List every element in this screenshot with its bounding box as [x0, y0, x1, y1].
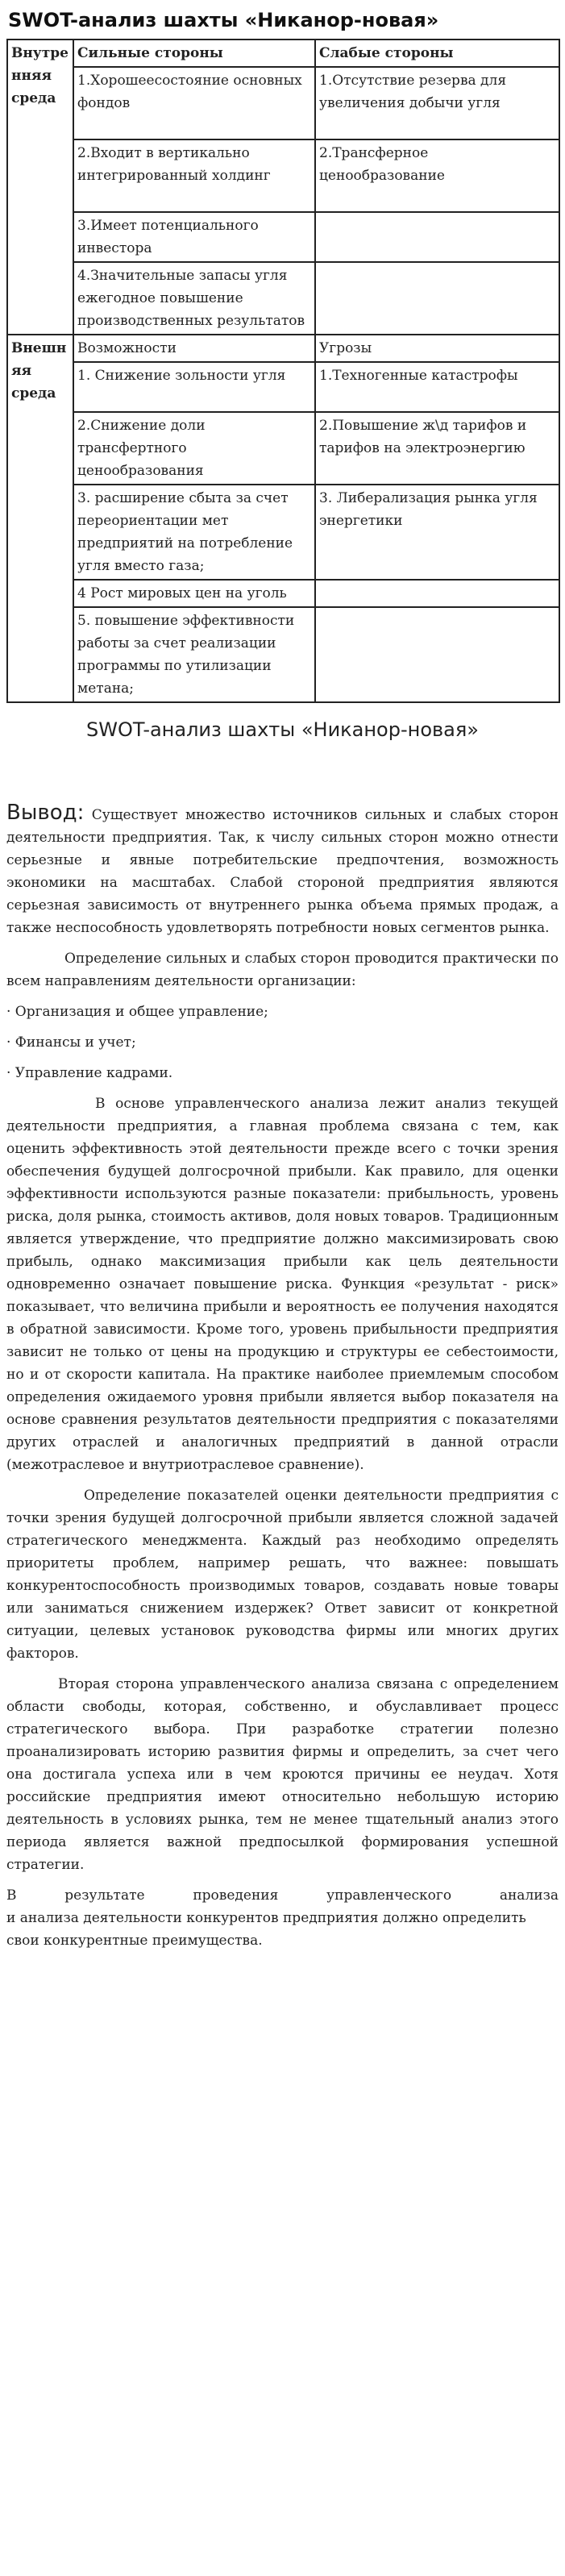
list-item: · Управление кадрами. — [6, 1065, 173, 1081]
strength-cell: 2.Входит в вертикально интегрированный холдинг — [73, 139, 315, 212]
strength-cell: 3.Имеет потенциального инвестора — [73, 212, 315, 262]
opportunity-cell: 2.Снижение доли трансфертного ценообразования — [73, 412, 315, 485]
weakness-cell — [315, 262, 559, 335]
conclusion-lead: Вывод: — [6, 801, 85, 825]
opportunity-cell: 5. повышение эффективности работы за счет реализации программы по утилизации метана; — [73, 607, 315, 702]
page-title: SWOT-анализ шахты «Никанор-новая» — [8, 9, 439, 31]
weakness-cell: 2.Трансферное ценообразование — [315, 139, 559, 212]
final-word: В — [6, 1887, 17, 1904]
opportunities-header: Возможности — [73, 335, 315, 362]
final-word: управленческого — [326, 1887, 452, 1904]
threats-header: Угрозы — [315, 335, 559, 362]
final-first-line — [6, 1884, 559, 1907]
threat-cell: 2.Повышение ж\д тарифов и тарифов на электроэнергию — [315, 412, 559, 485]
weaknesses-header: Слабые стороны — [315, 40, 559, 67]
inner-env-label: Внутренняя среда — [7, 40, 73, 335]
threat-cell: 1.Техногенные катастрофы — [315, 362, 559, 412]
opportunity-cell: 4 Рост мировых цен на уголь — [73, 580, 315, 607]
final-rest: и анализа деятельности конкурентов предприятия должно определить свои конкурентные преимущества. — [6, 1910, 526, 1949]
weakness-cell: 1.Отсутствие резерва для увеличения добычи угля — [315, 67, 559, 139]
threat-cell — [315, 580, 559, 607]
swot-table — [6, 39, 560, 703]
table-caption: SWOT-анализ шахты «Никанор-новая» — [86, 718, 479, 741]
conclusion-paragraph — [6, 801, 559, 939]
opportunity-cell: 3. расширение сбыта за счет переориентации мет предприятий на потребление угля вместо газа; — [73, 485, 315, 580]
threat-cell — [315, 607, 559, 702]
document-body — [6, 801, 559, 1952]
indicators-paragraph: Определение показателей оценки деятельности предприятия с точки зрения будущей долгосрочной прибыли является сложной задачей стратегического менеджмента. Каждый раз необходимо определять приоритеты проблем, например решать, что важнее: повышать конкурентоспособность производимых товаров, создавать новые товары или заниматься снижением издержек? Ответ зависит от конкретной ситуации, целевых установок руководства фирмы или многих других факторов. — [6, 1488, 559, 1662]
threat-cell: 3. Либерализация рынка угля энергетики — [315, 485, 559, 580]
strength-cell: 4.Значительные запасы угля ежегодное повышение производственных результатов — [73, 262, 315, 335]
strength-cell: 1.Хорошеесостояние основных фондов — [73, 67, 315, 139]
outer-env-label: Внешняя среда — [7, 335, 73, 702]
opportunity-cell: 1. Снижение зольности угля — [73, 362, 315, 412]
final-paragraph — [6, 1884, 559, 1952]
analysis-paragraph: В основе управленческого анализа лежит анализ текущей деятельности предприятия, а главная проблема связана с тем, как оценить эффективность этой деятельности прежде всего с точки зрения обеспечения будущей долгосрочной прибыли. Как правило, для оценки эффективности используются разные показатели: прибыльность, уровень риска, доля рынка, стоимость активов, доля новых товаров. Традиционным является утверждение, что предприятие должно максимизировать свою прибыль, однако максимизация прибыли как цель деятельности одновременно означает повышение риска. Функция «результат - риск» показывает, что величина прибыли и вероятность ее получения находятся в обратной зависимости. Кроме того, уровень прибыльности предприятия зависит не только от цены на продукцию и структуры ее себестоимости, но и от скорости капитала. На практике наиболее приемлемым способом определения ожидаемого уровня прибыли является выбор показателя на основе сравнения результатов деятельности предприятия с показателями других отраслей и аналогичных предприятий в данной отрасли (межотраслевое и внутриотраслевое сравнение). — [6, 1096, 559, 1473]
weakness-cell — [315, 212, 559, 262]
freedom-paragraph: Вторая сторона управленческого анализа связана с определением области свободы, которая, собственно, и обуславливает процесс стратегического выбора. При разработке стратегии полезно проанализировать историю развития фирмы и определить, за счет чего она достигала успеха или в чем кроются причины ее неудач. Хотя российские предприятия имеют относительно небольшую историю деятельность в условиях рынка, тем не менее тщательный анализ этого периода является важной предпосылкой формирования успешной стратегии. — [6, 1676, 559, 1873]
conclusion-text: Существует множество источников сильных и слабых сторон деятельности предприятия. Так, к числу сильных сторон можно отнести серьезные и явные потребительские предпочтения, возможность экономики на масштабах. Слабой стороной предприятия являются серьезная зависимость от внутреннего рынка объема прямых продаж, а также неспособность удовлетворять потребности новых сегментов рынка. — [6, 807, 559, 936]
list-item: · Финансы и учет; — [6, 1034, 136, 1051]
list-item: · Организация и общее управление; — [6, 1004, 268, 1020]
final-word: проведения — [193, 1887, 279, 1904]
final-word: результате — [64, 1887, 145, 1904]
strengths-header: Сильные стороны — [73, 40, 315, 67]
directions-list — [6, 1001, 559, 1084]
directions-paragraph: Определение сильных и слабых сторон проводится практически по всем направлениям деятельности организации: — [6, 951, 559, 989]
final-word: анализа — [499, 1887, 559, 1904]
